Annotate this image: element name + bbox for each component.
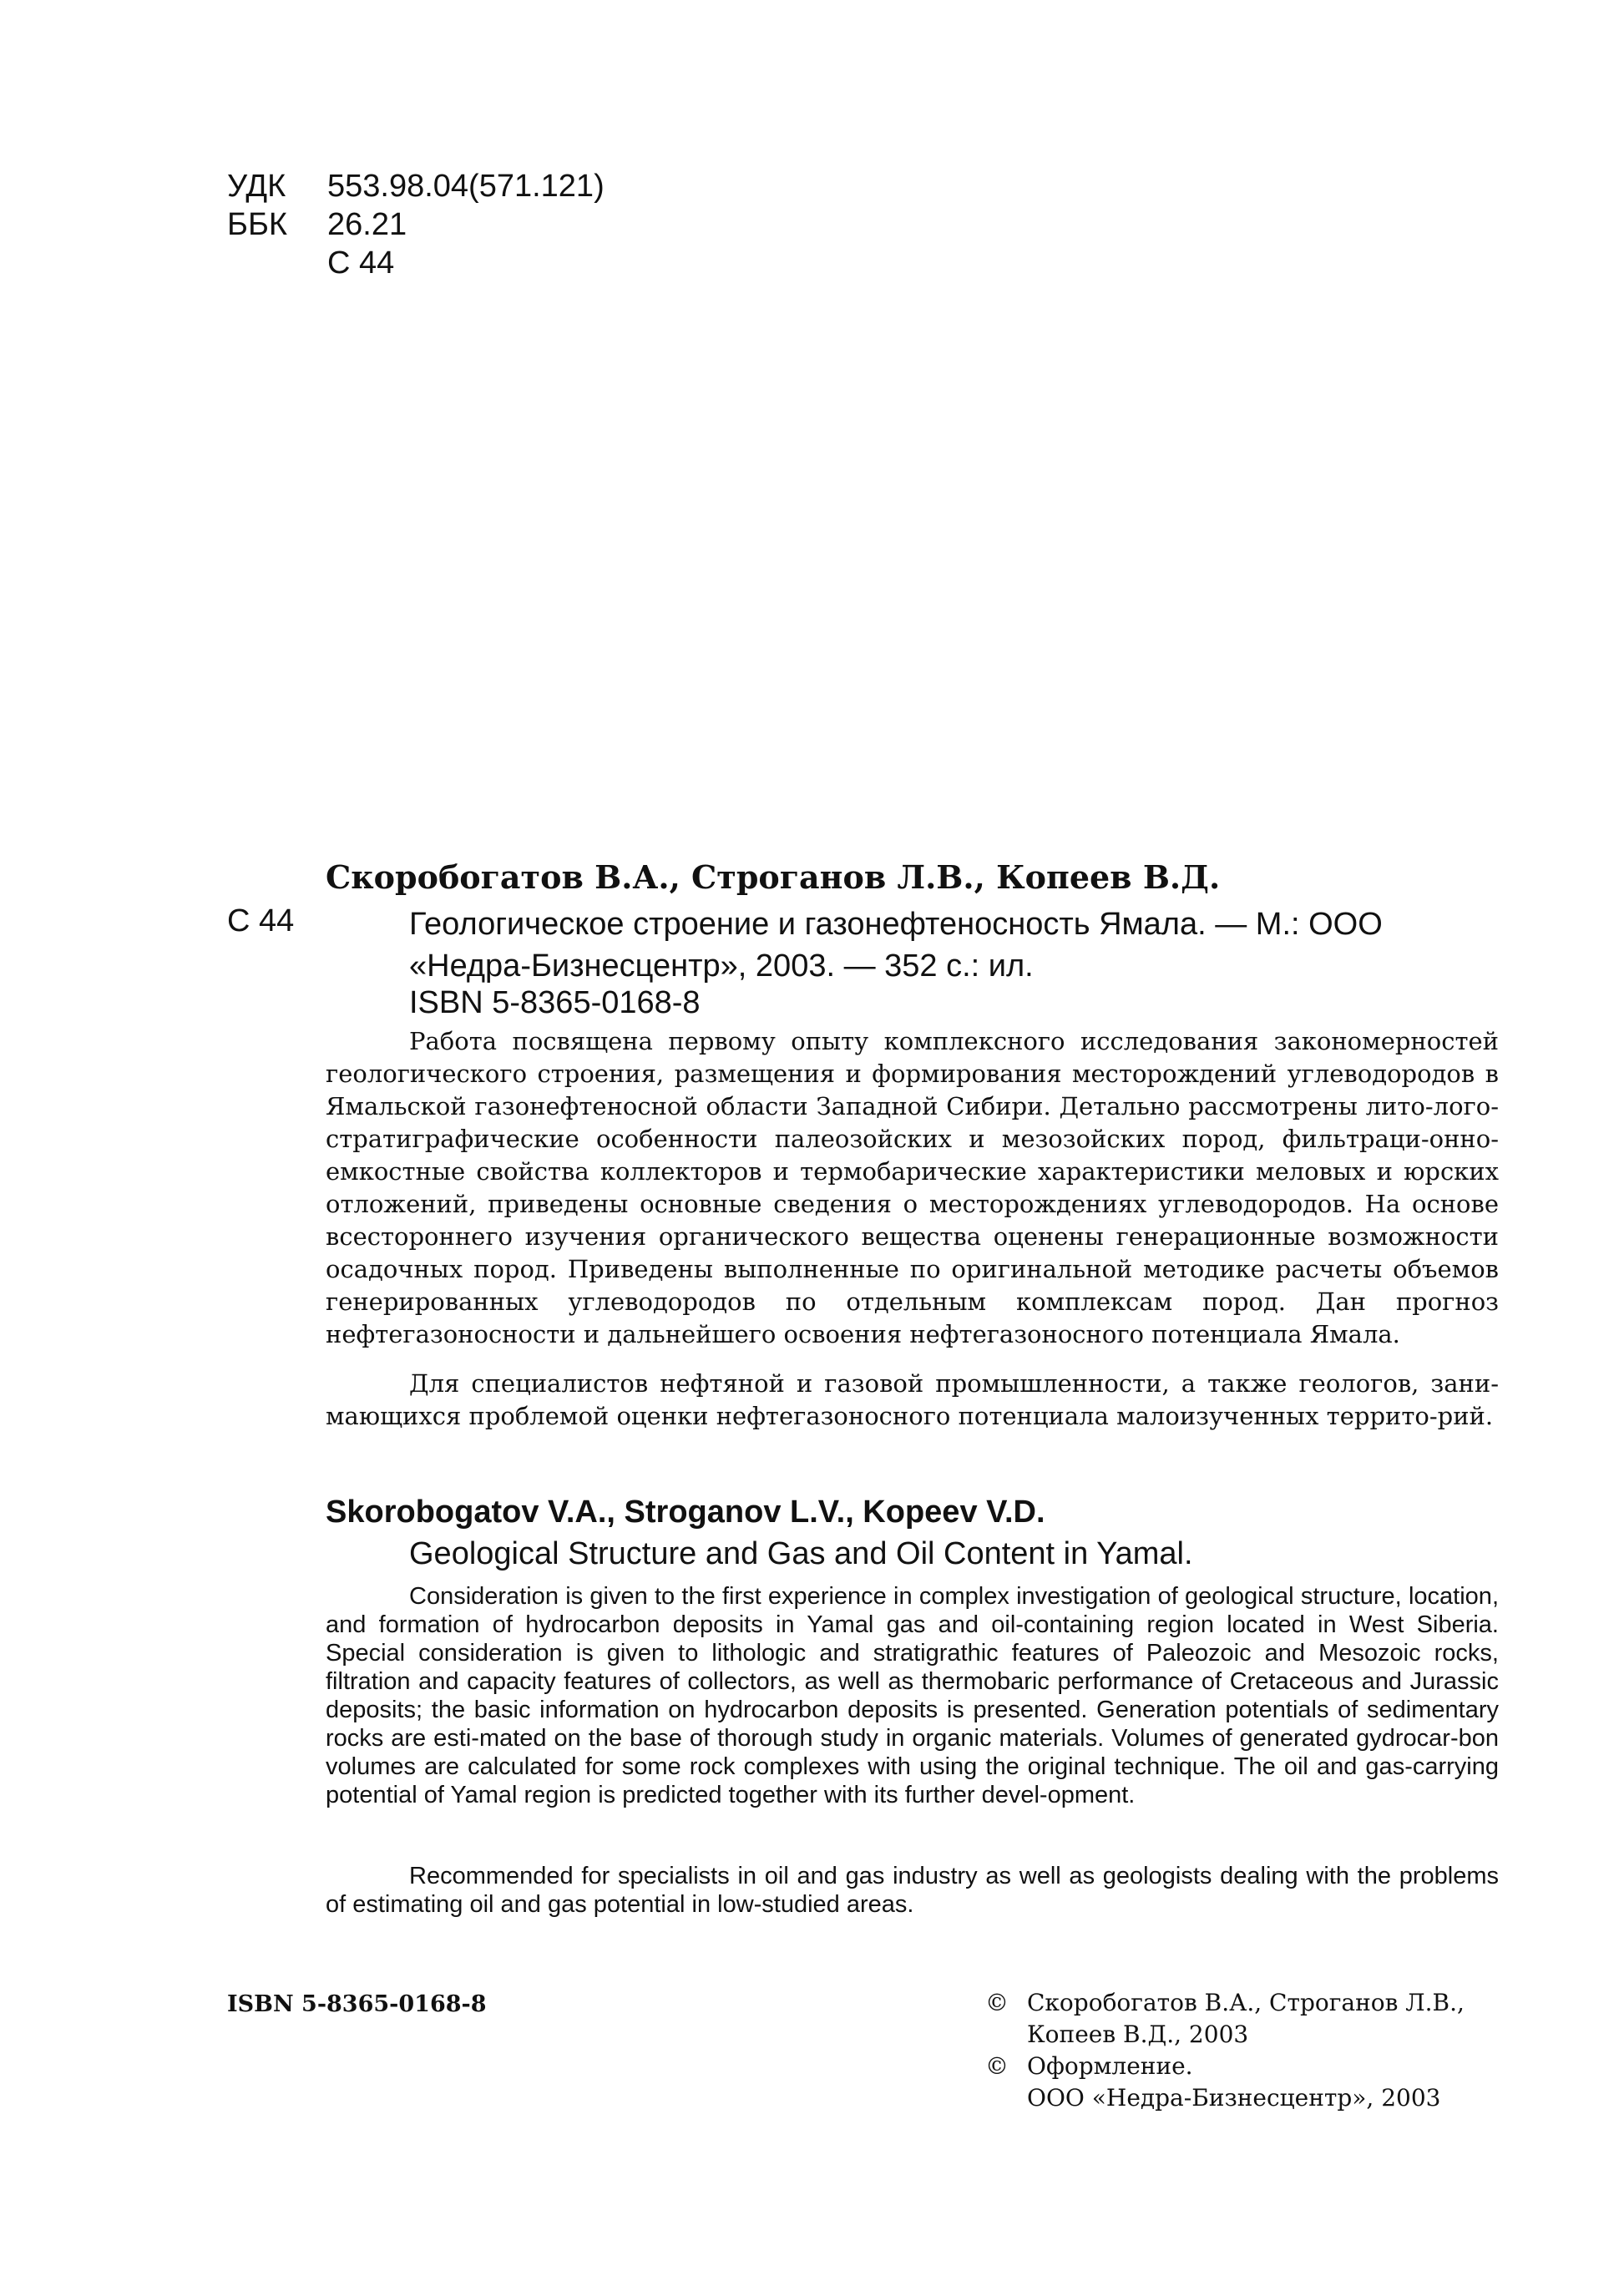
author-sign: С 44 bbox=[327, 245, 395, 281]
author-sign-code: С 44 bbox=[227, 903, 295, 938]
copyright-publisher: ООО «Недра-Бизнесцентр», 2003 bbox=[1027, 2084, 1441, 2112]
copyright-block bbox=[985, 1987, 1465, 2114]
title-russian-line1: Геологическое строение и газонефтеносность Ямала. — М.: ООО bbox=[409, 907, 1383, 942]
copyright-line bbox=[985, 2051, 1465, 2082]
udk-value: 553.98.04(571.121) bbox=[327, 169, 605, 204]
bbk-row bbox=[227, 205, 605, 244]
copyright-design: Оформление. bbox=[1027, 2052, 1193, 2080]
udk-label: УДК bbox=[227, 169, 286, 204]
abstract-russian bbox=[326, 1025, 1499, 1351]
isbn-footer: ISBN 5-8365-0168-8 bbox=[227, 1991, 487, 2017]
authors-russian: Скоробогатов В.А., Строганов Л.В., Копеев В.Д. bbox=[326, 858, 1221, 896]
authors-english: Skorobogatov V.A., Stroganov L.V., Kopeev V.D. bbox=[326, 1495, 1045, 1530]
copyright-symbol: © bbox=[985, 2052, 1009, 2080]
copyright-line bbox=[985, 1987, 1465, 2019]
audience-russian-text: Для специалистов нефтяной и газовой промышленности, а также геологов, зани-мающихся проблемой оценки нефтегазоносного потенциала малоизученных террито-рий. bbox=[326, 1369, 1499, 1430]
copyright-authors: Скоробогатов В.А., Строганов Л.В., bbox=[1027, 1989, 1465, 2016]
audience-english-text: Recommended for specialists in oil and gas industry as well as geologists dealing with the problems of estimating oil and gas potential in low-studied areas. bbox=[326, 1863, 1499, 1918]
copyright-symbol: © bbox=[985, 1989, 1009, 2016]
bbk-label: ББК bbox=[227, 207, 288, 242]
title-english: Geological Structure and Gas and Oil Content in Yamal. bbox=[409, 1536, 1193, 1571]
author-sign-row bbox=[227, 244, 605, 282]
abstract-english-text: Consideration is given to the first experience in complex investigation of geological structure, location, and formation of hydrocarbon deposits in Yamal gas and oil-containing region located in West Siberia. Special consideration is given to lithologic and stratigrathic features of Paleozoic and Mesozoic rocks, filtration and capacity features of collectors, as well as thermobaric performance of Cretaceous and Jurassic deposits; the basic information on hydrocarbon deposits is presented. Generation potentials of sedimentary rocks are esti-mated on the base of thorough study in organic materials. Volumes of generated gydrocar-bon volumes are calculated for some rock complexes with using the original technique. The oil and gas-carrying potential of Yamal region is predicted together with its further devel-opment. bbox=[326, 1583, 1499, 1808]
copyright-authors-cont: Копеев В.Д., 2003 bbox=[1027, 2021, 1249, 2048]
classification-block bbox=[227, 167, 605, 282]
udk-row bbox=[227, 167, 605, 205]
audience-russian bbox=[326, 1368, 1499, 1433]
title-russian bbox=[409, 903, 1499, 987]
bbk-value: 26.21 bbox=[327, 207, 407, 242]
copyright-line bbox=[985, 2019, 1465, 2051]
copyright-line bbox=[985, 2082, 1465, 2114]
audience-english bbox=[326, 1862, 1499, 1919]
title-russian-line2: «Недра-Бизнесцентр», 2003. — 352 с.: ил. bbox=[409, 948, 1034, 984]
abstract-english bbox=[326, 1582, 1499, 1809]
isbn-russian: ISBN 5-8365-0168-8 bbox=[409, 985, 701, 1020]
abstract-russian-text: Работа посвящена первому опыту комплексного исследования закономерностей геологического строения, размещения и формирования месторождений углеводородов в Ямальской газонефтеносной области Западной Сибири. Детально рассмотрены лито-лого-стратиграфические особенности палеозойских и мезозойских пород, фильтраци-онно-емкостные свойства коллекторов и термобарические характеристики меловых и юрских отложений, приведены основные сведения о месторождениях углеводородов. На основе всестороннего изучения органического вещества оценены генерационные возможности осадочных пород. Приведены выполненные по оригинальной методике расчеты объемов генерированных углеводородов по отдельным комплексам пород. Дан прогноз нефтегазоносности и дальнейшего освоения нефтегазоносного потенциала Ямала. bbox=[326, 1027, 1499, 1348]
